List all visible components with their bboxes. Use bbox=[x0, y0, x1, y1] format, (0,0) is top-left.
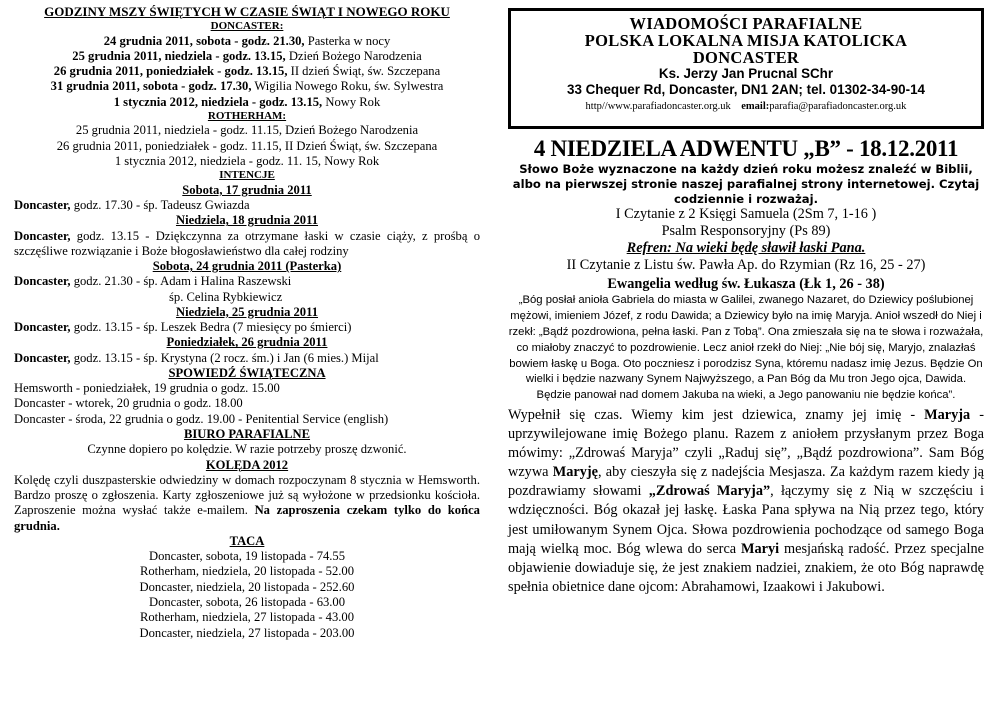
right-column bbox=[508, 8, 984, 597]
intention-line: śp. Celina Rybkiewicz bbox=[169, 289, 283, 304]
intro-text: Słowo Boże wyznaczone na każdy dzień roku możesz znaleźć w Biblii, albo na pierwszej stronie naszej parafialnej strony internetowej. Czytaj codziennie i rozważaj. bbox=[512, 162, 980, 206]
mass-line: 26 grudnia 2011, poniedziałek - godz. 13.15, II dzień Świąt, św. Szczepana bbox=[53, 64, 441, 79]
intention-date: Niedziela, 18 grudnia 2011 bbox=[175, 213, 319, 228]
koleda-heading: KOLĘDA 2012 bbox=[205, 457, 289, 472]
intention-line: Doncaster, godz. 13.15 - śp. Krystyna (2 rocz. śm.) i Jan (6 mies.) Mijal bbox=[14, 350, 379, 365]
confession-list bbox=[14, 381, 480, 427]
gospel-text: „Bóg posłał anioła Gabriela do miasta w Galilei, zwanego Nazaret, do Dziewicy poślubionej mężowi, imieniem Józef, z rodu Dawida; a Dziewicy było na imię Maryja. Anioł wszedł do Niej i rzekł: „Bądź pozdrowiona, pełna łaski. Pan z Tobą”. Ona zmieszała się na te słowa i rozważała, co miałoby znaczyć to pozdrowienie. Lecz anioł rzekł do Niej: „Nie bój się, Maryjo, znalazłaś bowiem łaskę u Boga. Oto poczniesz i porodzisz Syna, któremu nadasz imię Jezus. Będzie On wielki i będzie nazwany Synem Najwyższego, a Pan Bóg da Mu tron Jego ojca, Dawida. Będzie panował nad domem Jakuba na wieki, a Jego panowaniu nie będzie końca”. bbox=[508, 294, 984, 402]
taca-line: Rotherham, niedziela, 20 listopada - 52.00 bbox=[139, 564, 355, 579]
header-priest: Ks. Jerzy Jan Prucnal SChr bbox=[658, 66, 834, 81]
left-column bbox=[14, 4, 480, 641]
doncaster-mass-list bbox=[14, 34, 480, 110]
taca-line: Doncaster, sobota, 19 listopada - 74.55 bbox=[148, 549, 346, 564]
mass-line: 1 stycznia 2012, niedziela - godz. 13.15, Nowy Rok bbox=[113, 94, 381, 109]
intention-line: Doncaster, godz. 21.30 - śp. Adam i Halina Raszewski bbox=[14, 274, 292, 289]
confession-line: Doncaster - środa, 22 grudnia o godz. 19.00 - Penitential Service (english) bbox=[14, 411, 389, 426]
intention-line: Doncaster, godz. 13.15 - śp. Leszek Bedra (7 miesięcy po śmierci) bbox=[14, 320, 352, 335]
rotherham-mass-list bbox=[14, 123, 480, 169]
mass-line: 24 grudnia 2011, sobota - godz. 21.30, Pasterka w nocy bbox=[103, 33, 391, 48]
psalm-refrain: Refren: Na wieki będę sławił łaski Pana. bbox=[626, 240, 866, 257]
mass-line: 25 grudnia 2011, niedziela - godz. 13.15, Dzień Bożego Narodzenia bbox=[72, 48, 422, 63]
mass-line: 1 stycznia 2012, niedziela - godz. 11. 15, Nowy Rok bbox=[114, 154, 380, 169]
first-reading: I Czytanie z 2 Księgi Samuela (2Sm 7, 1-16 ) bbox=[615, 206, 877, 223]
office-heading: BIURO PARAFIALNE bbox=[183, 427, 311, 442]
doncaster-heading: DONCASTER: bbox=[210, 20, 284, 32]
intention-date: Sobota, 17 grudnia 2011 bbox=[182, 182, 312, 197]
header-city: DONCASTER bbox=[692, 48, 800, 67]
confession-line: Doncaster - wtorek, 20 grudnia o godz. 18.00 bbox=[14, 396, 243, 411]
reflection-text: Wypełnił się czas. Wiemy kim jest dziewica, znamy jej imię - Maryja - uprzywilejowane imię Bożego planu. Razem z aniołem przysłanym przez Boga mówimy: „Zdrowaś Maryja” czyli „Raduj się”, „Bądź pozdrowiona”. Sam Bóg wzywa Maryję, aby cieszyła się z nadejścia Mesjasza. Za każdym razem kiedy ją pozdrawiamy słowami „Zdrowaś Maryja”, łączymy się z Nią w szczęściu i wdzięczności. Bóg okazał jej łaskę. Łaska Pana spływa na Nią przez tego, który jest umiłowanym Synem Ojca. Słowa pozdrowienia pochodzące od samego Boga mają wielką moc. Bóg wlewa do serca Maryi mesjańską radość. Przez specjalne objawienie dowiaduje się, że jest znakiem nadziei, znakiem, że oto Bóg naprawdę spełnia obietnice dane ojcom: Abrahamowi, Izaakowi i Jakubowi. bbox=[508, 406, 985, 595]
header-title: WIADOMOŚCI PARAFIALNE bbox=[629, 14, 863, 33]
intention-line: Doncaster, godz. 17.30 - śp. Tadeusz Gwiazda bbox=[14, 198, 250, 213]
intention-line: Doncaster, godz. 13.15 - Dziękczynna za otrzymane łaski w czasie ciąży, z prośbą o szczęśliwe rozwiązanie i Boże błogosławieństwo dla całej rodziny bbox=[14, 228, 480, 258]
rotherham-heading: ROTHERHAM: bbox=[207, 109, 287, 122]
email-link[interactable]: parafia@parafiadoncaster.org.uk bbox=[769, 101, 907, 112]
taca-line: Rotherham, niedziela, 27 listopada - 43.00 bbox=[139, 610, 355, 625]
website-link[interactable]: http//www.parafiadoncaster.org.uk bbox=[585, 101, 731, 112]
taca-line: Doncaster, niedziela, 27 listopada - 203.00 bbox=[139, 625, 355, 640]
header-contact: http//www.parafiadoncaster.org.uk email:parafia@parafiadoncaster.org.uk bbox=[585, 101, 907, 112]
sunday-title: 4 NIEDZIELA ADWENTU „B” - 18.12.2011 bbox=[533, 136, 959, 161]
koleda-text: Kolędę czyli duszpasterskie odwiedziny w domach rozpoczynam 8 stycznia w Hemsworth. Bardzo proszę o zgłoszenia. Karty zgłoszeniowe już są wyłożone w przedsionku kościoła. Zaproszenie można wysłać także e-mailem. Na zaproszenia czekam tylko do końca grudnia. bbox=[14, 472, 480, 533]
intentions-heading: INTENCJE bbox=[219, 169, 275, 182]
intentions-list bbox=[14, 183, 480, 366]
intention-date: Poniedziałek, 26 grudnia 2011 bbox=[166, 335, 328, 350]
intention-date: Niedziela, 25 grudnia 2011 bbox=[175, 304, 319, 319]
intention-date: Sobota, 24 grudnia 2011 (Pasterka) bbox=[152, 259, 342, 274]
mass-line: 31 grudnia 2011, sobota - godz. 17.30, Wigilia Nowego Roku, św. Sylwestra bbox=[50, 79, 444, 94]
mass-line: 26 grudnia 2011, poniedziałek - godz. 11.15, II Dzień Świąt, św. Szczepana bbox=[56, 138, 438, 153]
psalm: Psalm Responsoryjny (Ps 89) bbox=[661, 223, 831, 240]
mass-schedule-title: GODZINY MSZY ŚWIĘTYCH W CZASIE ŚWIĄT I NOWEGO ROKU bbox=[44, 4, 450, 19]
header-address: 33 Chequer Rd, Doncaster, DN1 2AN; tel. 01302-34-90-14 bbox=[567, 82, 925, 97]
confession-line: Hemsworth - poniedziałek, 19 grudnia o godz. 15.00 bbox=[14, 381, 280, 396]
mass-line: 25 grudnia 2011, niedziela - godz. 11.15, Dzień Bożego Narodzenia bbox=[75, 123, 419, 138]
second-reading: II Czytanie z Listu św. Pawła Ap. do Rzymian (Rz 16, 25 - 27) bbox=[566, 257, 926, 274]
header-mission: POLSKA LOKALNA MISJA KATOLICKA bbox=[584, 31, 908, 50]
taca-line: Doncaster, niedziela, 20 listopada - 252.60 bbox=[139, 579, 355, 594]
taca-heading: TACA bbox=[229, 533, 265, 548]
confession-heading: SPOWIEDŹ ŚWIĄTECZNA bbox=[168, 365, 326, 380]
taca-line: Doncaster, sobota, 26 listopada - 63.00 bbox=[148, 595, 346, 610]
office-text: Czynne dopiero po kolędzie. W razie potrzeby proszę dzwonić. bbox=[87, 442, 407, 457]
parish-header-box bbox=[508, 8, 984, 129]
gospel-title: Ewangelia według św. Łukasza (Łk 1, 26 - 38) bbox=[607, 276, 885, 293]
taca-list bbox=[14, 549, 480, 641]
